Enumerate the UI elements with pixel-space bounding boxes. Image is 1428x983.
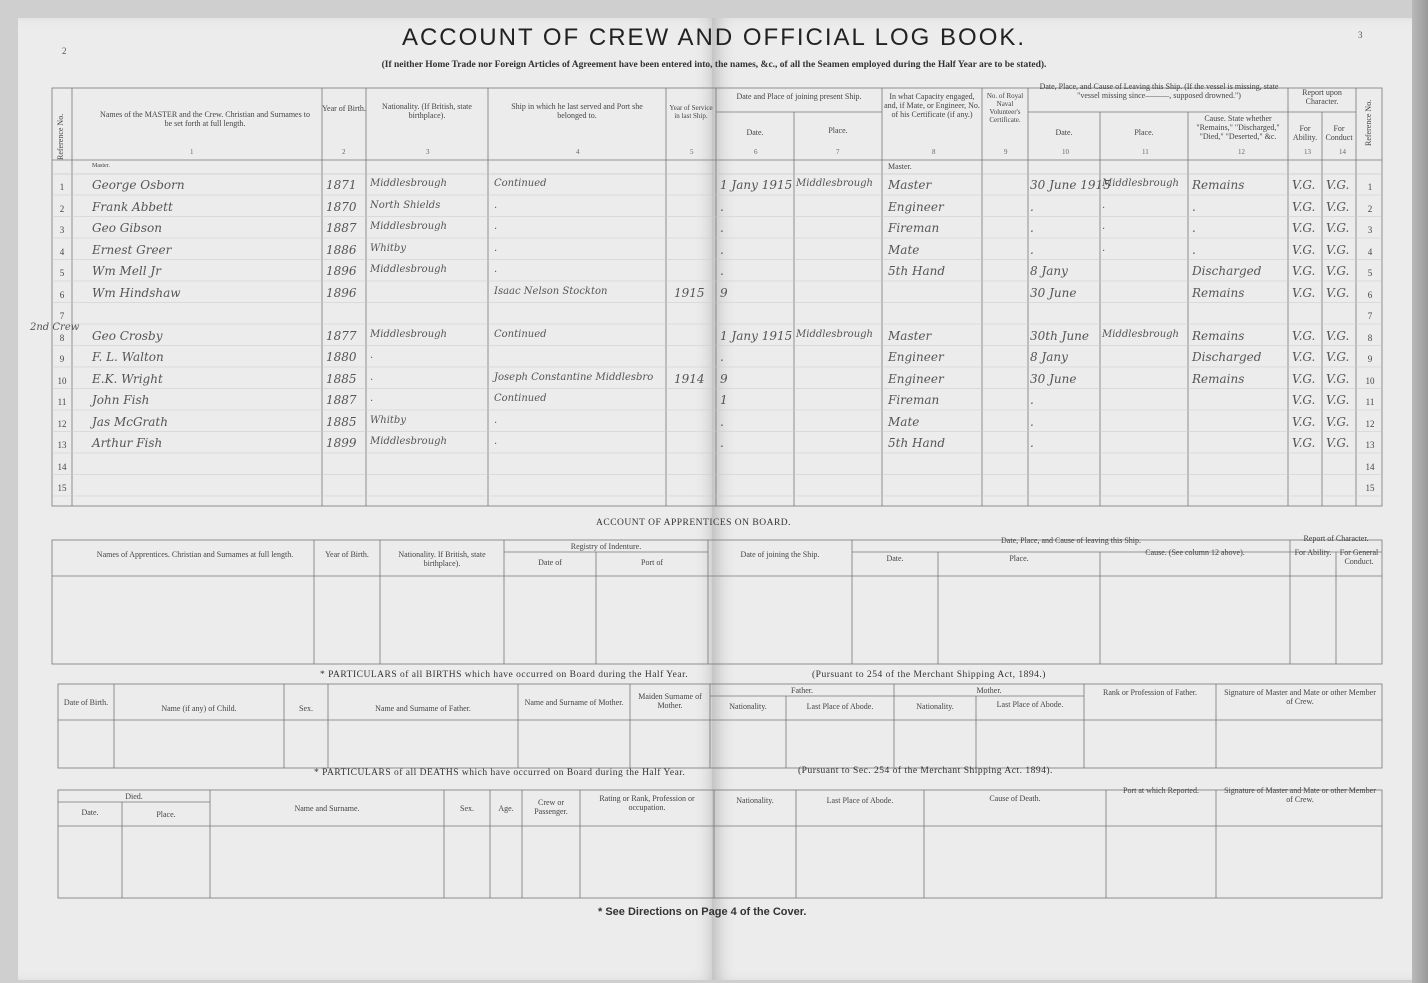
footer-note: * See Directions on Page 4 of the Cover. — [598, 906, 807, 918]
ability: V.G. — [1292, 414, 1316, 429]
row-reference-left: 8 — [59, 332, 65, 343]
page-number-right: 3 — [1358, 30, 1363, 40]
deaths-header-sex: Sex. — [460, 804, 474, 813]
joining-date: . — [720, 350, 724, 364]
nationality: . — [370, 371, 374, 383]
cause: . — [1192, 199, 1196, 214]
year-of-birth: 1871 — [326, 178, 357, 192]
row-reference-left: 14 — [57, 461, 67, 472]
leaving-date: 8 Jany — [1030, 264, 1068, 278]
leaving-date: 8 Jany — [1030, 350, 1068, 364]
row-reference-right: 11 — [1365, 397, 1375, 407]
deaths-header-name: Name and Surname. — [294, 804, 360, 813]
row-reference-right: 10 — [1365, 375, 1375, 386]
joining-date: . — [720, 242, 724, 257]
capacity: Engineer — [888, 199, 944, 214]
capacity: Master — [888, 178, 932, 192]
deaths-header-port: Port at which Reported. — [1123, 786, 1199, 795]
crew-name: Frank Abbett — [92, 199, 173, 214]
leaving-place: . — [1102, 221, 1106, 232]
ability: V.G. — [1292, 393, 1316, 407]
header-joining: Date and Place of joining present Ship. — [736, 92, 862, 101]
births-header-rank: Rank or Profession of Father. — [1103, 688, 1197, 697]
leaving-date: . — [1030, 436, 1034, 450]
row-reference-right: 3 — [1367, 225, 1373, 235]
ability: V.G. — [1292, 350, 1316, 364]
page-number-left: 2 — [62, 46, 67, 56]
leaving-date: . — [1030, 199, 1034, 214]
apprentices-header-names: Names of Apprentices. Christian and Surnames at full length. — [96, 550, 294, 559]
row-reference-left: 11 — [57, 397, 67, 407]
last-ship: . — [494, 221, 498, 232]
column-number: 14 — [1339, 148, 1346, 156]
apprentices-header-nationality: Nationality. If British, state birthplace). — [398, 550, 486, 568]
header-naval-certificate: No. of Royal Naval Volunteer's Certificate. — [986, 92, 1024, 124]
leaving-date: 30 June — [1030, 285, 1077, 300]
apprentices-header-conduct: For General Conduct. — [1339, 548, 1379, 566]
row-reference-left: 6 — [59, 289, 65, 300]
header-year-of-birth: Year of Birth. — [322, 104, 366, 113]
apprentices-header-place: Place. — [1009, 554, 1029, 563]
cause: Remains — [1192, 178, 1245, 192]
year-service: 1915 — [674, 285, 705, 300]
apprentices-title: ACCOUNT OF APPRENTICES ON BOARD. — [596, 518, 792, 528]
births-header-mother-nationality: Nationality. — [916, 702, 954, 711]
leaving-place: Middlesbrough — [1102, 178, 1179, 189]
header-joining-date: Date. — [746, 128, 764, 137]
document-title: ACCOUNT OF CREW AND OFFICIAL LOG BOOK. — [401, 24, 1027, 51]
master-capacity-label: Master. — [888, 162, 912, 171]
document-subtitle: (If neither Home Trade nor Foreign Articles of Agreement have been entered into, the names, &c., of all the Seamen employed during the Half Year are to be stated). — [381, 60, 1047, 70]
births-header-father-abode: Last Place of Abode. — [806, 702, 874, 711]
births-header-signature: Signature of Master and Mate or other Member of Crew. — [1224, 688, 1376, 706]
conduct: V.G. — [1326, 199, 1350, 214]
header-leaving: Date, Place, and Cause of Leaving this Ship. (If the vessel is missing, state "vessel missing since———, supposed drowned.") — [1039, 82, 1279, 100]
crew-name: Geo Gibson — [92, 221, 162, 235]
crew-name: Wm Mell Jr — [92, 264, 161, 278]
ability: V.G. — [1292, 242, 1316, 257]
column-number: 3 — [426, 148, 430, 156]
last-ship: Joseph Constantine Middlesbro — [494, 371, 654, 383]
column-number: 11 — [1142, 148, 1149, 156]
crew-name: F. L. Walton — [92, 350, 164, 364]
apprentices-header-date-of: Date of — [538, 558, 562, 567]
last-ship: . — [494, 199, 498, 211]
conduct: V.G. — [1326, 264, 1350, 278]
deaths-header-crew: Crew or Passenger. — [534, 798, 568, 816]
column-number: 6 — [754, 148, 758, 156]
year-of-birth: 1877 — [326, 328, 357, 343]
row-reference-left: 3 — [59, 225, 65, 235]
year-of-birth: 1896 — [326, 285, 357, 300]
nationality: Middlesbrough — [370, 178, 447, 189]
conduct: V.G. — [1326, 414, 1350, 429]
last-ship: Continued — [494, 393, 547, 404]
births-header-date: Date of Birth. — [63, 698, 109, 707]
column-number: 10 — [1062, 148, 1069, 156]
row-reference-left: 12 — [57, 418, 67, 429]
joining-date: 9 — [720, 285, 728, 300]
cause: Discharged — [1192, 350, 1262, 364]
joining-date: 1 Jany 1915 — [720, 178, 793, 192]
second-crew-label: 2nd Crew — [30, 322, 80, 333]
row-reference-left: 9 — [59, 354, 65, 364]
crew-name: Wm Hindshaw — [92, 285, 181, 300]
year-of-birth: 1870 — [326, 199, 357, 214]
year-of-birth: 1887 — [326, 221, 357, 235]
apprentices-header-report: Report of Character. — [1303, 534, 1369, 543]
ability: V.G. — [1292, 328, 1316, 343]
capacity: Engineer — [888, 371, 944, 386]
last-ship: . — [494, 414, 498, 426]
nationality: North Shields — [370, 199, 441, 211]
column-number: 8 — [932, 148, 936, 156]
column-number: 12 — [1238, 148, 1245, 156]
joining-place: Middlesbrough — [796, 328, 873, 340]
header-year-service: Year of Service in last Ship. — [669, 104, 713, 120]
conduct: V.G. — [1326, 178, 1350, 192]
header-names: Names of the MASTER and the Crew. Christian and Surnames to be set forth at full length. — [100, 110, 310, 128]
joining-date: . — [720, 414, 724, 429]
header-ability: For Ability. — [1292, 124, 1318, 142]
year-of-birth: 1896 — [326, 264, 357, 278]
ability: V.G. — [1292, 199, 1316, 214]
cause: Remains — [1192, 371, 1245, 386]
nationality: Middlesbrough — [370, 436, 447, 447]
leaving-date: . — [1030, 221, 1034, 235]
apprentices-header-leaving: Date, Place, and Cause of leaving this Ship. — [1001, 536, 1141, 545]
leaving-date: . — [1030, 414, 1034, 429]
leaving-place: . — [1102, 199, 1106, 211]
ability: V.G. — [1292, 371, 1316, 386]
deaths-header-age: Age. — [498, 804, 514, 813]
joining-place: Middlesbrough — [796, 178, 873, 189]
row-reference-left: 1 — [59, 182, 65, 192]
header-cause: Cause. State whether "Remains," "Discharged," "Died," "Deserted," &c. — [1196, 114, 1280, 141]
row-reference-right: 14 — [1365, 461, 1375, 472]
crew-name: Ernest Greer — [92, 242, 172, 257]
year-of-birth: 1887 — [326, 393, 357, 407]
capacity: Master — [888, 328, 932, 343]
ability: V.G. — [1292, 221, 1316, 235]
capacity: Fireman — [888, 393, 940, 407]
header-leaving-date: Date. — [1055, 128, 1073, 137]
ability: V.G. — [1292, 264, 1316, 278]
last-ship: . — [494, 242, 498, 254]
apprentices-header-joining: Date of joining the Ship. — [740, 550, 820, 559]
ability: V.G. — [1292, 285, 1316, 300]
row-reference-left: 13 — [57, 440, 67, 450]
last-ship: . — [494, 264, 498, 275]
crew-name: John Fish — [92, 393, 150, 407]
conduct: V.G. — [1326, 350, 1350, 364]
cause: . — [1192, 242, 1196, 257]
deaths-header-date: Date. — [81, 808, 99, 817]
births-title: * PARTICULARS of all BIRTHS which have occurred on Board during the Half Year. — [320, 670, 689, 680]
deaths-act: (Pursuant to Sec. 254 of the Merchant Shipping Act. 1894). — [798, 766, 1053, 776]
deaths-header-rating: Rating or Rank, Profession or occupation. — [599, 794, 695, 812]
deaths-header-nationality: Nationality. — [736, 796, 774, 805]
crew-name: Jas McGrath — [92, 414, 168, 429]
header-report-character: Report upon Character. — [1302, 88, 1342, 106]
row-reference-right: 8 — [1367, 332, 1373, 343]
capacity: 5th Hand — [888, 436, 946, 450]
conduct: V.G. — [1326, 371, 1350, 386]
ability: V.G. — [1292, 436, 1316, 450]
crew-name: Arthur Fish — [92, 436, 163, 450]
nationality: . — [370, 393, 374, 404]
leaving-date: 30th June — [1030, 328, 1090, 343]
year-of-birth: 1899 — [326, 436, 357, 450]
capacity: Mate — [888, 242, 920, 257]
conduct: V.G. — [1326, 393, 1350, 407]
births-header-father-name: Name and Surname of Father. — [375, 704, 471, 713]
joining-date: . — [720, 199, 724, 214]
cause: Remains — [1192, 285, 1245, 300]
conduct: V.G. — [1326, 285, 1350, 300]
header-conduct: For Conduct — [1325, 124, 1353, 142]
leaving-date: . — [1030, 393, 1034, 407]
column-number: 9 — [1004, 148, 1008, 156]
row-reference-right: 12 — [1365, 418, 1375, 429]
header-joining-place: Place. — [828, 126, 848, 135]
year-service: 1914 — [674, 371, 705, 386]
births-header-father: Father. — [791, 686, 813, 695]
row-reference-left: 7 — [59, 311, 65, 321]
capacity: Fireman — [888, 221, 940, 235]
row-reference-right: 4 — [1367, 246, 1373, 257]
ability: V.G. — [1292, 178, 1316, 192]
row-reference-left: 2 — [59, 203, 65, 214]
row-reference-left: 15 — [57, 483, 67, 493]
joining-date: . — [720, 264, 724, 278]
column-number: 2 — [342, 148, 346, 156]
crew-name: E.K. Wright — [92, 371, 163, 386]
cause: Discharged — [1192, 264, 1262, 278]
joining-date: 1 — [720, 393, 728, 407]
row-reference-right: 5 — [1367, 268, 1373, 278]
header-capacity: In what Capacity engaged, and, if Mate, or Engineer, No. of his Certificate (if any.) — [884, 92, 980, 119]
master-label: Master. — [92, 163, 110, 169]
leaving-place: Middlesbrough — [1102, 328, 1179, 340]
header-nationality: Nationality. (If British, state birthplace). — [382, 102, 472, 120]
conduct: V.G. — [1326, 328, 1350, 343]
leaving-date: 30 June — [1030, 371, 1077, 386]
leaving-date: 30 June 1915 — [1030, 178, 1111, 192]
row-reference-left: 4 — [59, 246, 65, 257]
row-reference-left: 5 — [59, 268, 65, 278]
births-header-mother-abode: Last Place of Abode. — [996, 700, 1064, 709]
apprentices-header-port-of: Port of — [641, 558, 663, 567]
row-reference-right: 2 — [1367, 203, 1373, 214]
leaving-date: . — [1030, 242, 1034, 257]
year-of-birth: 1880 — [326, 350, 357, 364]
conduct: V.G. — [1326, 221, 1350, 235]
cause: . — [1192, 221, 1196, 235]
row-reference-right: 15 — [1365, 483, 1375, 493]
column-number: 4 — [576, 148, 580, 156]
apprentices-header-date: Date. — [886, 554, 904, 563]
joining-date: . — [720, 436, 724, 450]
deaths-title: * PARTICULARS of all DEATHS which have occurred on Board during the Half Year. — [314, 768, 686, 778]
year-of-birth: 1885 — [326, 414, 357, 429]
crew-name: George Osborn — [92, 178, 185, 192]
births-act: (Pursuant to 254 of the Merchant Shipping Act, 1894.) — [812, 670, 1046, 680]
last-ship: Isaac Nelson Stockton — [494, 285, 608, 297]
deaths-header-abode: Last Place of Abode. — [826, 796, 894, 805]
row-reference-right: 9 — [1367, 354, 1373, 364]
nationality: Middlesbrough — [370, 221, 447, 232]
births-header-child: Name (if any) of Child. — [161, 704, 237, 713]
crew-name: Geo Crosby — [92, 328, 163, 343]
conduct: V.G. — [1326, 436, 1350, 450]
conduct: V.G. — [1326, 242, 1350, 257]
row-reference-right: 13 — [1365, 440, 1375, 450]
nationality: Middlesbrough — [370, 328, 447, 340]
apprentices-header-cause: Cause. (See column 12 above). — [1145, 548, 1245, 557]
header-leaving-place: Place. — [1134, 128, 1154, 137]
last-ship: Continued — [494, 178, 547, 189]
births-header-mother-name: Name and Surname of Mother. — [524, 698, 624, 707]
deaths-header-signature: Signature of Master and Mate or other Member of Crew. — [1224, 786, 1376, 804]
column-number: 7 — [836, 148, 840, 156]
deaths-header-cause: Cause of Death. — [989, 794, 1041, 803]
column-number: 13 — [1304, 148, 1311, 156]
joining-date: 9 — [720, 371, 728, 386]
header-reference-no-right: Reference No. — [1364, 99, 1373, 146]
joining-date: 1 Jany 1915 — [720, 328, 793, 343]
header-last-ship: Ship in which he last served and Port she belonged to. — [511, 102, 643, 120]
nationality: Whitby — [370, 242, 406, 254]
births-header-maiden: Maiden Surname of Mother. — [638, 692, 702, 710]
last-ship: . — [494, 436, 498, 447]
year-of-birth: 1886 — [326, 242, 357, 257]
births-header-father-nationality: Nationality. — [729, 702, 767, 711]
apprentices-header-registry: Registry of Indenture. — [570, 542, 642, 551]
cause: Remains — [1192, 328, 1245, 343]
deaths-header-died: Died. — [125, 792, 143, 801]
row-reference-left: 10 — [57, 375, 67, 386]
births-header-mother: Mother. — [976, 686, 1002, 695]
column-number: 5 — [690, 148, 694, 156]
births-header-sex: Sex. — [299, 704, 313, 713]
nationality: Whitby — [370, 414, 406, 426]
column-number: 1 — [190, 148, 194, 156]
row-reference-right: 1 — [1367, 182, 1373, 192]
row-reference-right: 7 — [1367, 311, 1373, 321]
leaving-place: . — [1102, 242, 1106, 254]
apprentices-header-ability: For Ability. — [1294, 548, 1332, 557]
last-ship: Continued — [494, 328, 547, 340]
deaths-header-place: Place. — [156, 810, 176, 819]
capacity: Mate — [888, 414, 920, 429]
nationality: . — [370, 350, 374, 361]
header-reference-no: Reference No. — [56, 113, 65, 160]
year-of-birth: 1885 — [326, 371, 357, 386]
joining-date: . — [720, 221, 724, 235]
capacity: Engineer — [888, 350, 944, 364]
apprentices-header-year: Year of Birth. — [325, 550, 369, 559]
capacity: 5th Hand — [888, 264, 946, 278]
nationality: Middlesbrough — [370, 264, 447, 275]
row-reference-right: 6 — [1367, 289, 1373, 300]
